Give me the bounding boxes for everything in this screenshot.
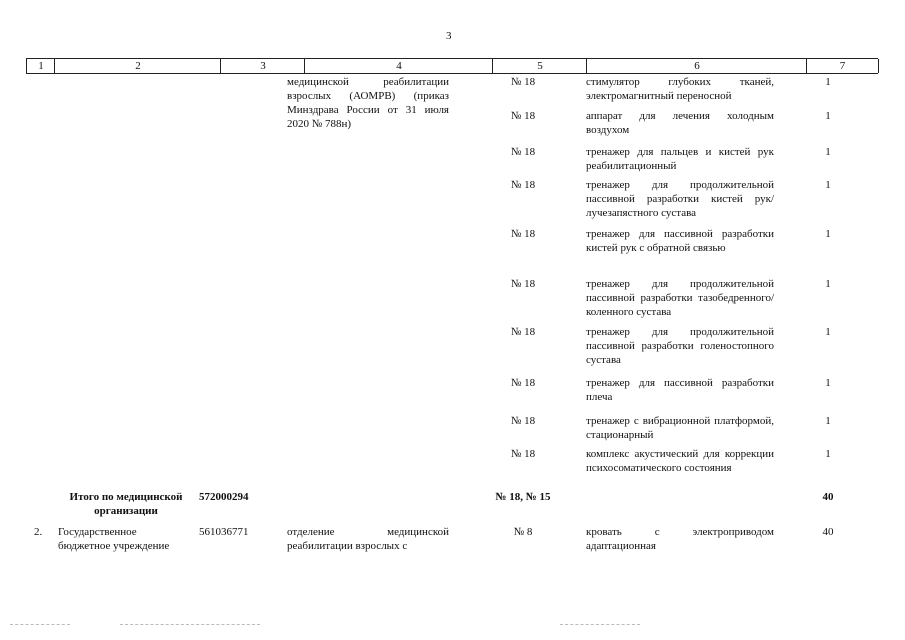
page-number: 3: [446, 30, 452, 42]
item-ref: № 18: [510, 278, 536, 290]
item-ref: № 18: [510, 326, 536, 338]
item-ref: № 18: [510, 415, 536, 427]
column-header-2: 2: [54, 59, 221, 73]
item-qty: 1: [825, 377, 831, 389]
column-header-6: 6: [586, 59, 807, 73]
item-name: тренажер для пассивной разработки кистей рук с обратной связью: [586, 228, 774, 254]
item-ref: № 8: [513, 526, 533, 538]
row-number: 2.: [34, 526, 43, 538]
total-qty: 40: [822, 491, 834, 503]
item-name: тренажер с вибрационной платформой, стационарный: [586, 415, 774, 441]
item-name: стимулятор глубоких тканей, электромагнитный переносной: [586, 76, 774, 102]
item-qty: 1: [825, 228, 831, 240]
column-header-3: 3: [220, 59, 305, 73]
item-name: аппарат для лечения холодным воздухом: [586, 110, 774, 136]
organization-name: Государственное бюджетное учреждение: [58, 526, 170, 552]
column-header-5: 5: [492, 59, 587, 73]
item-name: тренажер для продолжительной пассивной разработки кистей рук/лучезапястного сустава: [586, 179, 774, 219]
item-qty: 1: [825, 179, 831, 191]
item-qty: 1: [825, 278, 831, 290]
table-header: [26, 58, 878, 74]
item-qty: 1: [825, 448, 831, 460]
item-name: тренажер для пальцев и кистей рук реабилитационный: [586, 146, 774, 172]
item-qty: 1: [825, 110, 831, 122]
item-name: комплекс акустический для коррекции психосоматического состояния: [586, 448, 774, 474]
total-label: Итого по медицинской организации: [69, 491, 183, 517]
item-name: кровать с электроприводом адаптационная: [586, 526, 774, 552]
item-name: тренажер для продолжительной пассивной разработки голеностопного сустава: [586, 326, 774, 366]
item-ref: № 18: [510, 146, 536, 158]
total-code: 572000294: [199, 491, 249, 503]
column-header-7: 7: [806, 59, 879, 73]
item-ref: № 18: [510, 228, 536, 240]
item-ref: № 18: [510, 110, 536, 122]
department-description: отделение медицинской реабилитации взрослых с: [287, 526, 449, 552]
item-qty: 1: [825, 146, 831, 158]
item-ref: № 18: [510, 377, 536, 389]
item-ref: № 18: [510, 76, 536, 88]
total-refs: № 18, № 15: [495, 491, 551, 503]
column-header-4: 4: [304, 59, 493, 73]
item-qty: 40: [822, 526, 834, 538]
scan-artifact: [10, 624, 70, 626]
column-header-1: 1: [26, 59, 55, 73]
item-qty: 1: [825, 76, 831, 88]
scan-artifact: [560, 624, 640, 626]
item-ref: № 18: [510, 179, 536, 191]
item-ref: № 18: [510, 448, 536, 460]
item-name: тренажер для пассивной разработки плеча: [586, 377, 774, 403]
department-description: медицинской реабилитации взрослых (АОМРВ) (приказ Минздрава России от 31 июля 2020 № 788н): [287, 76, 449, 130]
item-qty: 1: [825, 326, 831, 338]
item-name: тренажер для продолжительной пассивной разработки тазобедренного/коленного сустава: [586, 278, 774, 318]
item-qty: 1: [825, 415, 831, 427]
scan-artifact: [120, 624, 260, 626]
organization-code: 561036771: [199, 526, 249, 538]
